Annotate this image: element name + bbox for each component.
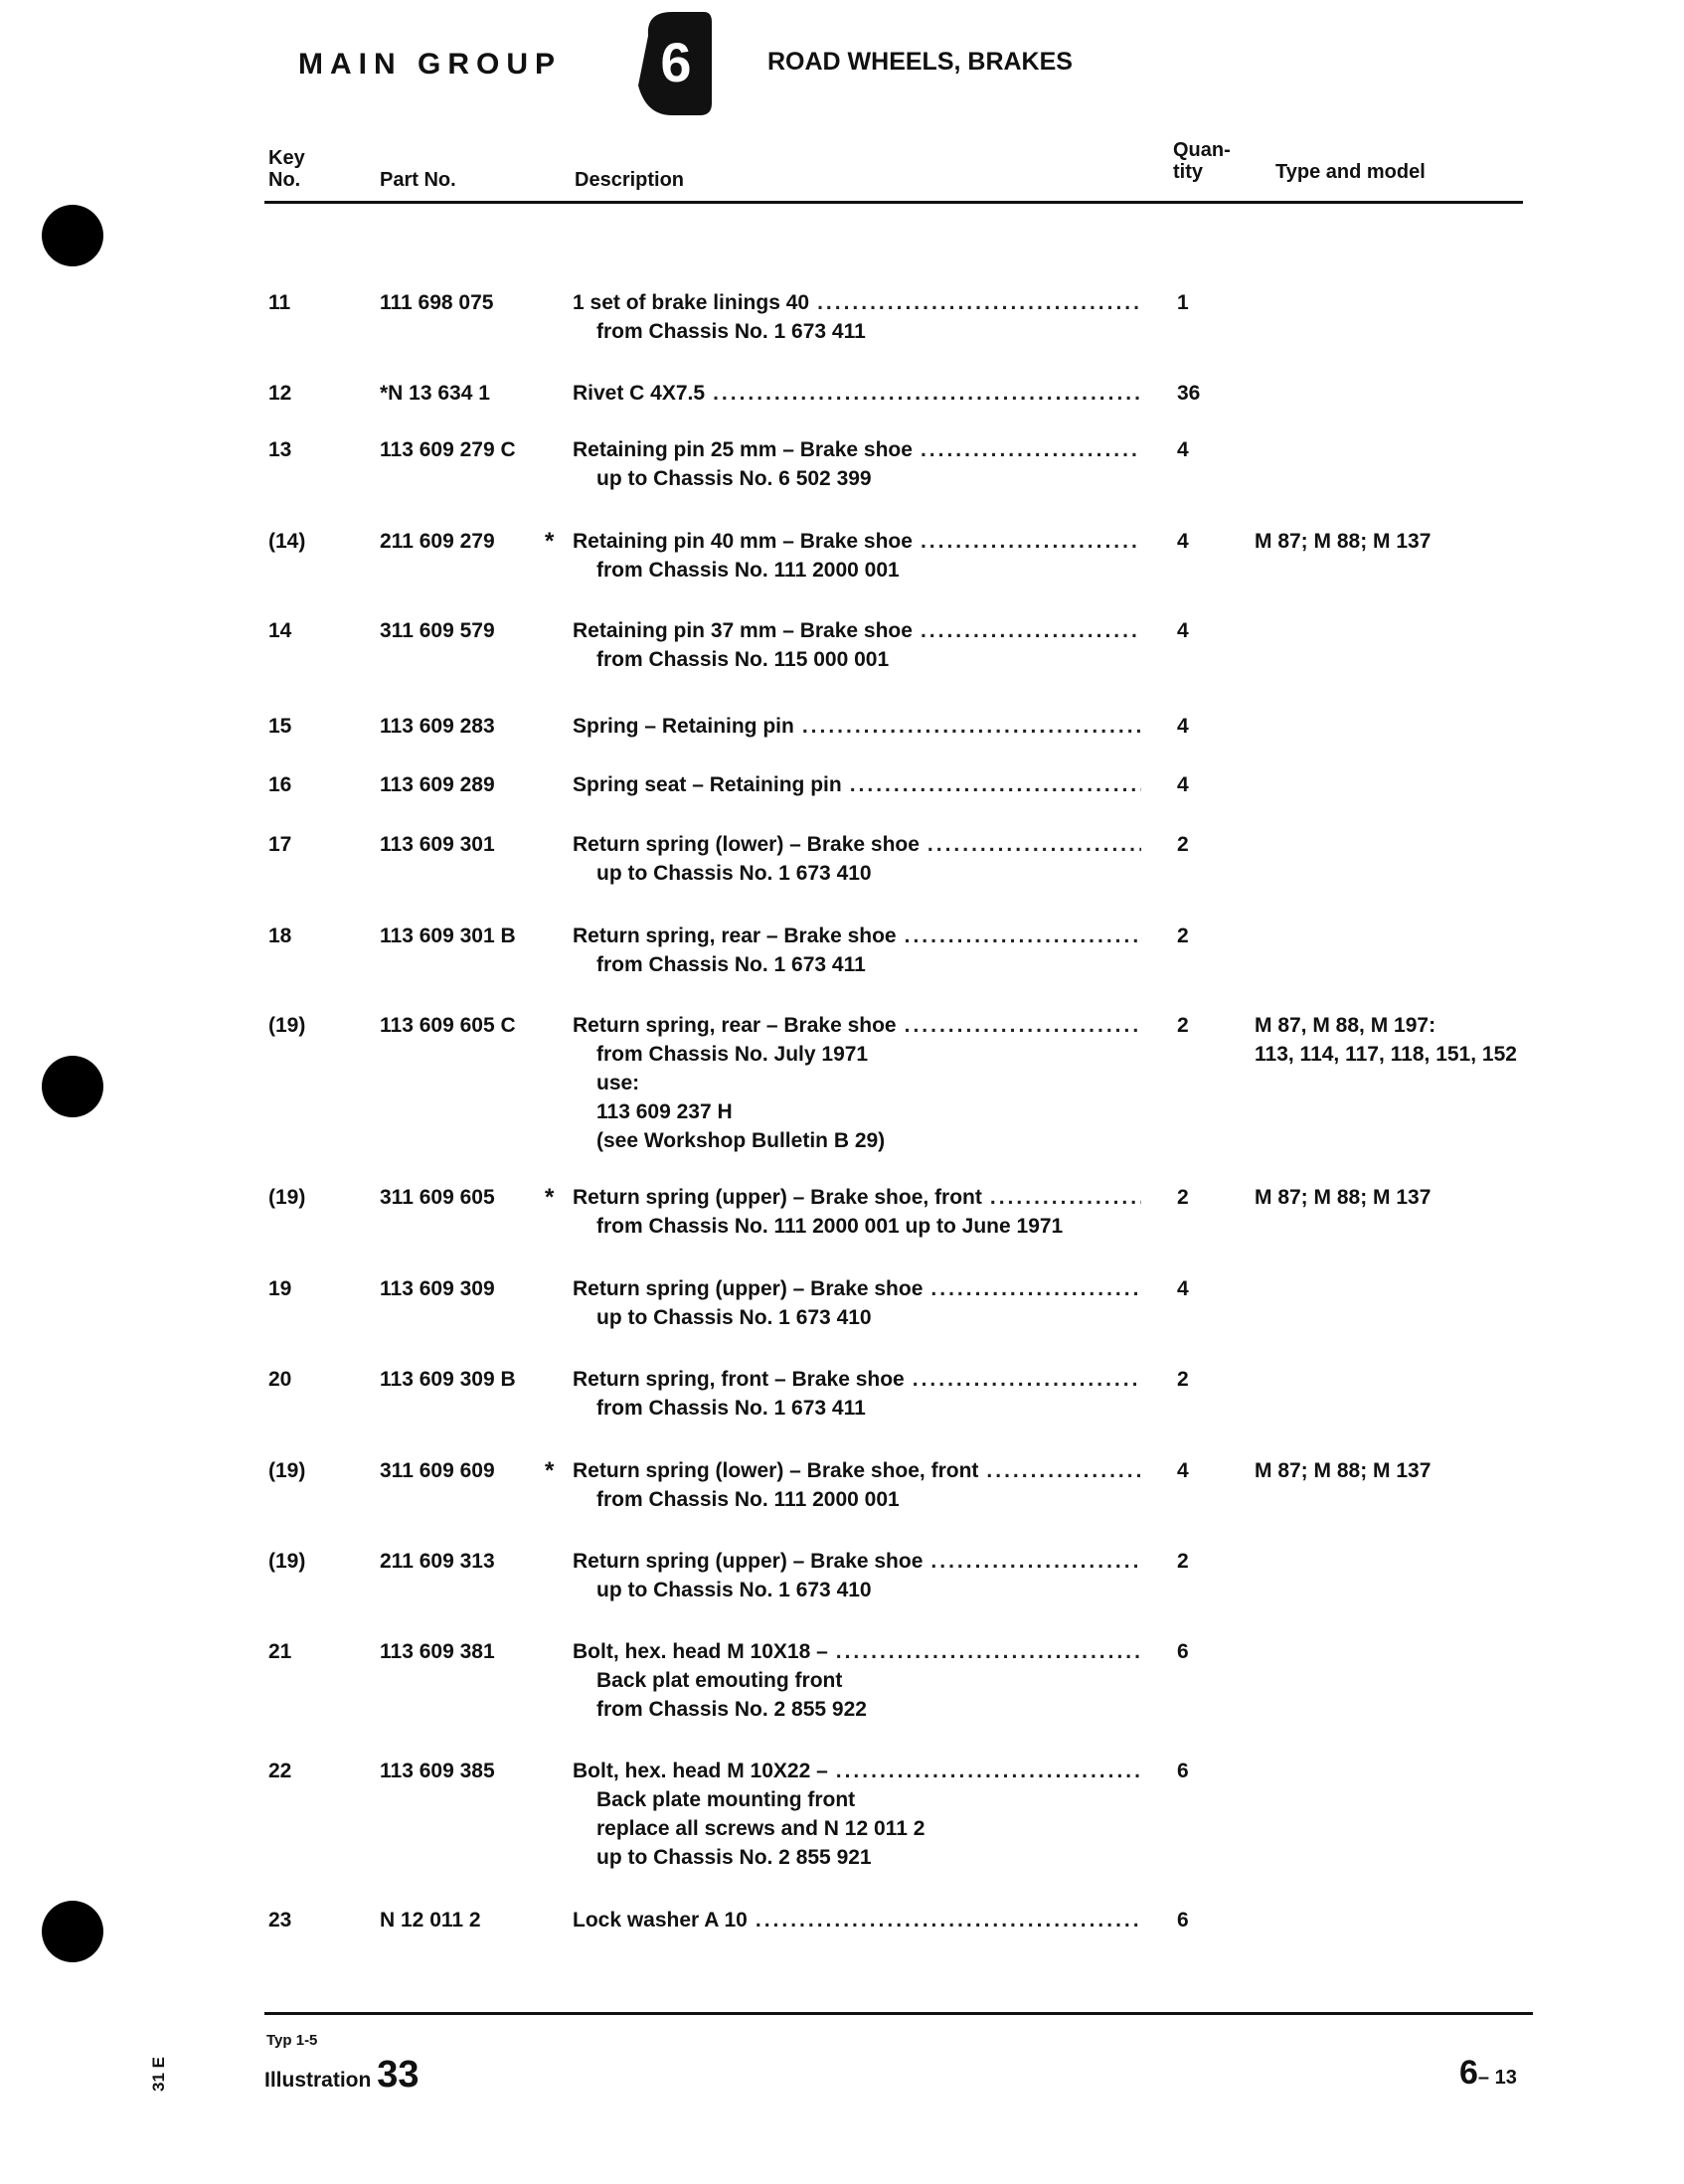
- leader-dots: [756, 1906, 1141, 1934]
- description: [573, 1547, 1141, 1604]
- part-no: 113 609 605 C: [380, 1014, 516, 1037]
- type-model-line: 113, 114, 117, 118, 151, 152: [1255, 1043, 1517, 1066]
- punch-hole: [42, 205, 103, 266]
- description-line: [573, 922, 1141, 950]
- leader-dots: [836, 1757, 1141, 1785]
- col-header-quantity: [1173, 139, 1231, 183]
- description: [573, 379, 1141, 408]
- type-model: [1255, 1456, 1431, 1485]
- description: [573, 527, 1141, 585]
- part-no: 113 609 301 B: [380, 924, 516, 947]
- col-header-part-no: Part No.: [380, 169, 456, 191]
- description-text: Bolt, hex. head M 10X18 –: [573, 1640, 828, 1663]
- quantity: 2: [1177, 1186, 1189, 1209]
- part-no: 311 609 605: [380, 1186, 495, 1209]
- description: [573, 1274, 1141, 1332]
- key-no: (19): [268, 1186, 306, 1209]
- description-text: Return spring (lower) – Brake shoe, front: [573, 1459, 979, 1482]
- description-text: Retaining pin 37 mm – Brake shoe: [573, 619, 913, 642]
- description-line: [573, 712, 1141, 741]
- key-no: 18: [268, 924, 292, 947]
- illustration-label: Illustration: [264, 2069, 372, 2092]
- leader-dots: [921, 435, 1141, 464]
- part-no: 113 609 289: [380, 773, 495, 796]
- quantity: 2: [1177, 1550, 1189, 1573]
- quantity: 4: [1177, 1277, 1189, 1300]
- key-no: 12: [268, 382, 292, 405]
- description-subline: from Chassis No. 2 855 922: [596, 1698, 867, 1721]
- description-subline: replace all screws and N 12 011 2: [596, 1817, 926, 1840]
- punch-hole: [42, 1056, 103, 1117]
- quantity: 2: [1177, 1014, 1189, 1037]
- description-text: 1 set of brake linings 40: [573, 291, 810, 314]
- key-no: 14: [268, 619, 292, 642]
- quantity: 4: [1177, 1459, 1189, 1482]
- part-no: 113 609 283: [380, 715, 495, 738]
- key-no: (19): [268, 1550, 306, 1573]
- key-no: 20: [268, 1368, 292, 1391]
- description: [573, 1011, 1141, 1155]
- key-no: 15: [268, 715, 292, 738]
- type-model: [1255, 1011, 1517, 1069]
- leader-dots: [986, 1456, 1141, 1485]
- type-model-line: M 87; M 88; M 137: [1255, 1459, 1431, 1482]
- star-marker: *: [545, 1457, 555, 1484]
- description-subline: up to Chassis No. 2 855 921: [596, 1846, 872, 1869]
- part-no: 211 609 279: [380, 530, 495, 553]
- side-code: 31 E: [149, 2057, 168, 2092]
- description-subline: from Chassis No. July 1971: [596, 1043, 869, 1066]
- description-subline: use:: [596, 1072, 640, 1094]
- key-no: 11: [268, 291, 291, 314]
- part-no: 113 609 309: [380, 1277, 495, 1300]
- part-no: 111 698 075: [380, 291, 494, 314]
- quantity: 4: [1177, 619, 1189, 642]
- col-header-key-no: [268, 147, 305, 191]
- description-text: Rivet C 4X7.5: [573, 382, 706, 405]
- type-model-line: M 87; M 88; M 137: [1255, 1186, 1431, 1209]
- leader-dots: [836, 1637, 1141, 1666]
- description-text: Return spring (upper) – Brake shoe: [573, 1550, 924, 1573]
- description-line: [573, 1637, 1141, 1666]
- description-line: [573, 830, 1141, 859]
- quantity: 2: [1177, 924, 1189, 947]
- description-subline: up to Chassis No. 1 673 410: [596, 1306, 872, 1329]
- description: [573, 1456, 1141, 1514]
- header-rule: [264, 201, 1523, 204]
- key-no: 23: [268, 1909, 292, 1932]
- key-no: 13: [268, 438, 292, 461]
- part-no: 113 609 385: [380, 1760, 495, 1782]
- description-subline: up to Chassis No. 1 673 410: [596, 862, 872, 885]
- description-subline: from Chassis No. 1 673 411: [596, 320, 866, 343]
- type-model: [1255, 527, 1431, 556]
- col-header-key-line2: No.: [268, 169, 301, 191]
- description-subline: Back plat emouting front: [596, 1669, 843, 1692]
- description-text: Return spring, rear – Brake shoe: [573, 1014, 897, 1037]
- key-no: 16: [268, 773, 292, 796]
- description-subline: 113 609 237 H: [596, 1100, 733, 1123]
- key-no: (14): [268, 530, 306, 553]
- leader-dots: [921, 616, 1141, 645]
- description: [573, 1906, 1141, 1934]
- description: [573, 1365, 1141, 1423]
- quantity: 4: [1177, 715, 1189, 738]
- page-number-sub: – 13: [1477, 2067, 1517, 2089]
- description: [573, 830, 1141, 888]
- description-line: [573, 1274, 1141, 1303]
- description-subline: Back plate mounting front: [596, 1788, 856, 1811]
- description-subline: from Chassis No. 1 673 411: [596, 953, 866, 976]
- quantity: 4: [1177, 530, 1189, 553]
- page-number-main: 6: [1459, 2054, 1478, 2092]
- description-line: [573, 770, 1141, 799]
- illustration-number: 33: [377, 2054, 420, 2096]
- description-subline: from Chassis No. 115 000 001: [596, 648, 890, 671]
- quantity: 6: [1177, 1640, 1189, 1663]
- description: [573, 1637, 1141, 1724]
- key-no: 17: [268, 833, 292, 856]
- description: [573, 435, 1141, 493]
- quantity: 6: [1177, 1909, 1189, 1932]
- description: [573, 616, 1141, 674]
- description-line: [573, 1757, 1141, 1785]
- group-number-badge: [632, 8, 714, 119]
- type-model-line: M 87, M 88, M 197:: [1255, 1014, 1436, 1037]
- description-text: Return spring (upper) – Brake shoe: [573, 1277, 924, 1300]
- quantity: 4: [1177, 773, 1189, 796]
- footer-illustration: [264, 2054, 419, 2097]
- description-line: [573, 1456, 1141, 1485]
- description-subline: from Chassis No. 1 673 411: [596, 1397, 866, 1420]
- footer-rule: [264, 2012, 1533, 2015]
- description-subline: from Chassis No. 111 2000 001 up to June 1971: [596, 1215, 1064, 1238]
- col-header-key-line1: Key: [268, 147, 305, 169]
- description-text: Return spring, front – Brake shoe: [573, 1368, 905, 1391]
- leader-dots: [913, 1365, 1141, 1394]
- part-no: 311 609 579: [380, 619, 495, 642]
- description-text: Return spring, rear – Brake shoe: [573, 924, 897, 947]
- type-model: [1255, 1183, 1431, 1212]
- description: [573, 1757, 1141, 1872]
- leader-dots: [990, 1183, 1141, 1212]
- part-no: 311 609 609: [380, 1459, 495, 1482]
- description-text: Spring seat – Retaining pin: [573, 773, 842, 796]
- description-subline: (see Workshop Bulletin B 29): [596, 1129, 886, 1152]
- leader-dots: [905, 1011, 1141, 1040]
- description-text: Bolt, hex. head M 10X22 –: [573, 1760, 828, 1782]
- description-subline: up to Chassis No. 1 673 410: [596, 1579, 872, 1601]
- leader-dots: [817, 288, 1141, 317]
- description: [573, 770, 1141, 799]
- description: [573, 712, 1141, 741]
- part-no: 113 609 309 B: [380, 1368, 516, 1391]
- part-no: N 12 011 2: [380, 1909, 481, 1932]
- description-line: [573, 616, 1141, 645]
- description: [573, 288, 1141, 346]
- description-text: Retaining pin 25 mm – Brake shoe: [573, 438, 913, 461]
- key-no: 22: [268, 1760, 292, 1782]
- quantity: 1: [1177, 291, 1189, 314]
- description-text: Return spring (lower) – Brake shoe: [573, 833, 920, 856]
- page-number: [1459, 2054, 1517, 2093]
- main-group-label: MAIN GROUP: [298, 48, 562, 81]
- section-title: ROAD WHEELS, BRAKES: [767, 48, 1073, 76]
- col-header-qty-line1: Quan-: [1173, 139, 1231, 161]
- star-marker: *: [545, 1184, 555, 1211]
- leader-dots: [930, 1547, 1141, 1576]
- type-model-line: M 87; M 88; M 137: [1255, 530, 1431, 553]
- group-number: 6: [660, 31, 692, 93]
- description: [573, 922, 1141, 979]
- description-line: [573, 527, 1141, 556]
- quantity: 36: [1177, 382, 1201, 405]
- leader-dots: [802, 712, 1141, 741]
- description-text: Return spring (upper) – Brake shoe, front: [573, 1186, 982, 1209]
- quantity: 4: [1177, 438, 1189, 461]
- description-line: [573, 1547, 1141, 1576]
- col-header-qty-line2: tity: [1173, 161, 1203, 183]
- description-line: [573, 1365, 1141, 1394]
- punch-hole: [42, 1901, 103, 1962]
- quantity: 2: [1177, 833, 1189, 856]
- key-no: (19): [268, 1459, 306, 1482]
- col-header-description: Description: [575, 169, 685, 191]
- description-line: [573, 1011, 1141, 1040]
- part-no: 113 609 301: [380, 833, 495, 856]
- part-no: 211 609 313: [380, 1550, 495, 1573]
- description-line: [573, 1906, 1141, 1934]
- leader-dots: [850, 770, 1141, 799]
- description-subline: from Chassis No. 111 2000 001: [596, 1488, 900, 1511]
- leader-dots: [927, 830, 1141, 859]
- description-line: [573, 1183, 1141, 1212]
- description-subline: up to Chassis No. 6 502 399: [596, 467, 872, 490]
- description-line: [573, 379, 1141, 408]
- description-line: [573, 435, 1141, 464]
- description-text: Retaining pin 40 mm – Brake shoe: [573, 530, 913, 553]
- key-no: 19: [268, 1277, 292, 1300]
- leader-dots: [905, 922, 1141, 950]
- quantity: 2: [1177, 1368, 1189, 1391]
- leader-dots: [713, 379, 1141, 408]
- star-marker: *: [545, 528, 555, 555]
- part-no: *N 13 634 1: [380, 382, 490, 405]
- leader-dots: [930, 1274, 1141, 1303]
- quantity: 6: [1177, 1760, 1189, 1782]
- part-no: 113 609 279 C: [380, 438, 516, 461]
- leader-dots: [921, 527, 1141, 556]
- description-text: Lock washer A 10: [573, 1909, 748, 1932]
- description-subline: from Chassis No. 111 2000 001: [596, 559, 900, 582]
- description-line: [573, 288, 1141, 317]
- col-header-type-model: Type and model: [1275, 161, 1426, 183]
- description: [573, 1183, 1141, 1241]
- part-no: 113 609 381: [380, 1640, 495, 1663]
- key-no: 21: [268, 1640, 292, 1663]
- footer-typ: Typ 1-5: [266, 2032, 318, 2049]
- key-no: (19): [268, 1014, 306, 1037]
- description-text: Spring – Retaining pin: [573, 715, 794, 738]
